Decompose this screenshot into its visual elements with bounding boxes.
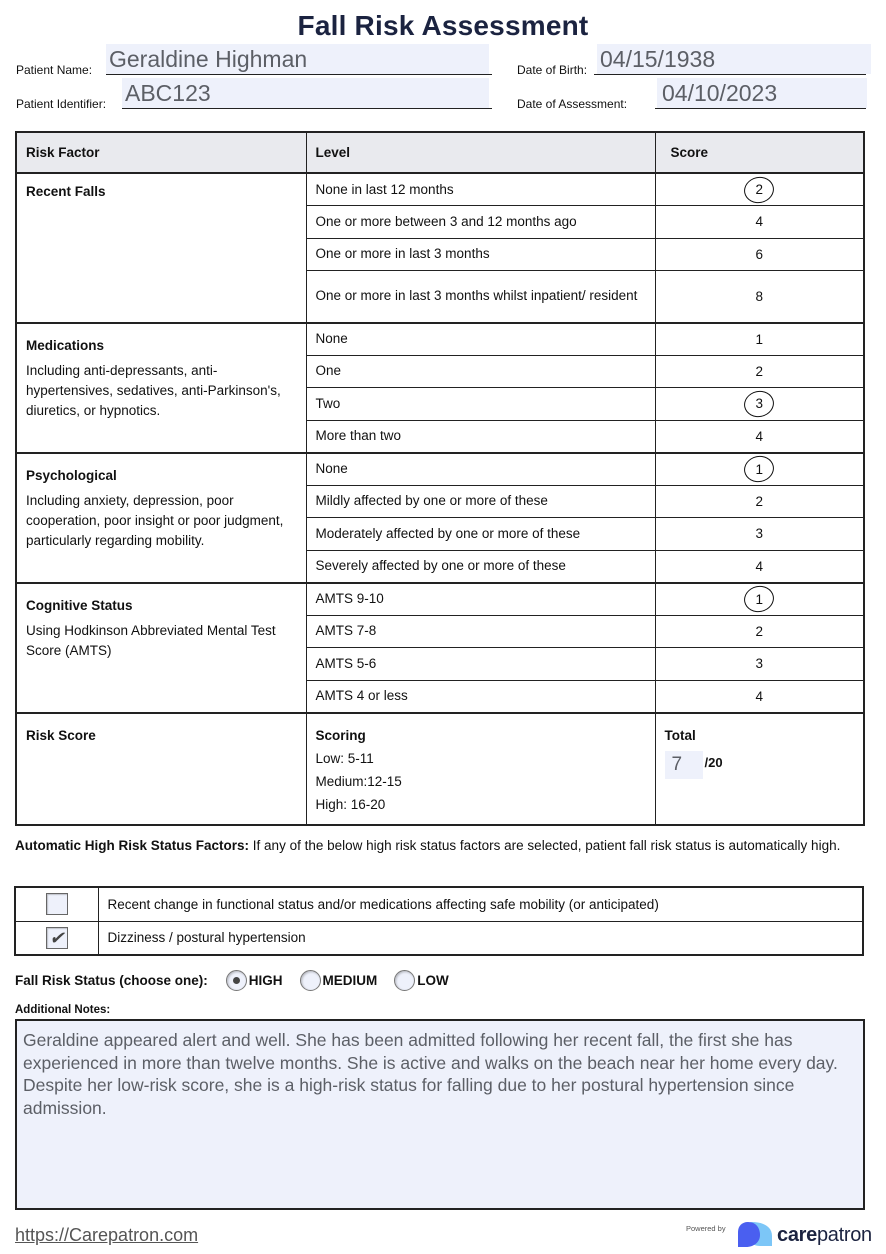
auto-high-risk-text: If any of the below high risk status factors are selected, patient fall risk status is automatically high.	[249, 838, 841, 853]
score-cell[interactable]	[655, 173, 864, 206]
radio-label: HIGH	[248, 972, 283, 988]
table-row	[16, 323, 864, 356]
level-cell: More than two	[306, 420, 655, 453]
level-cell: AMTS 4 or less	[306, 680, 655, 713]
doa-label: Date of Assessment:	[517, 97, 628, 111]
score-cell[interactable]	[655, 453, 864, 486]
auto-high-risk-table	[14, 886, 864, 956]
risk-factor-table	[15, 131, 865, 826]
level-cell: One or more in last 3 months whilst inpatient/ resident	[306, 271, 655, 323]
scoring-low: Low: 5-11	[315, 750, 374, 766]
selected-circle-mark	[742, 388, 777, 420]
score-cell[interactable]: 2	[655, 485, 864, 518]
patient-name-underline	[106, 74, 492, 75]
patient-name-field[interactable]: Geraldine Highman	[106, 44, 489, 74]
risk-score-row	[16, 713, 864, 825]
fall-risk-status-group	[15, 966, 466, 994]
score-cell[interactable]: 2	[655, 355, 864, 388]
patient-identifier-label: Patient Identifier:	[16, 97, 107, 111]
header-score: Score	[655, 132, 864, 173]
brand-bold: care	[777, 1224, 817, 1246]
score-cell[interactable]: 3	[655, 648, 864, 681]
scoring-medium: Medium:12-15	[315, 773, 402, 789]
brand-rest: patron	[816, 1224, 872, 1246]
total-cell	[655, 713, 864, 825]
patient-name-label: Patient Name:	[16, 63, 93, 77]
risk-score-label: Risk Score	[26, 727, 96, 743]
level-cell: Mildly affected by one or more of these	[306, 485, 655, 518]
dob-label: Date of Birth:	[517, 63, 588, 77]
level-cell: One	[306, 355, 655, 388]
carepatron-brand	[777, 1224, 872, 1247]
radio-selected-icon[interactable]	[226, 970, 247, 991]
score-value: 2	[755, 182, 763, 197]
table-row	[16, 583, 864, 616]
factor-name: Medications	[26, 337, 105, 353]
score-cell[interactable]	[655, 388, 864, 421]
score-cell[interactable]	[655, 583, 864, 616]
scoring-title: Scoring	[315, 727, 366, 743]
level-cell: None	[306, 323, 655, 356]
table-header-row	[16, 132, 864, 173]
doa-underline	[655, 108, 866, 109]
level-cell: Moderately affected by one or more of these	[306, 518, 655, 551]
dob-underline	[594, 74, 866, 75]
auto-risk-label: Recent change in functional status and/or medications affecting safe mobility (or anticipated)	[98, 887, 863, 921]
patient-identifier-underline	[122, 108, 492, 109]
factor-cognitive-status	[16, 583, 306, 713]
level-cell: Severely affected by one or more of these	[306, 550, 655, 583]
risk-score-label-cell	[16, 713, 306, 825]
selected-circle-mark	[742, 453, 777, 485]
table-row	[16, 453, 864, 486]
factor-description: Including anxiety, depression, poor cooperation, poor insight or poor judgment, particularly regarding mobility.	[26, 492, 284, 548]
level-cell: One or more between 3 and 12 months ago	[306, 206, 655, 239]
scoring-cell	[306, 713, 655, 825]
auto-high-risk-intro	[15, 836, 865, 856]
header-risk-factor: Risk Factor	[16, 132, 306, 173]
factor-description: Including anti-depressants, anti-hypertensives, sedatives, anti-Parkinson's, diuretics, or hypnotics.	[26, 362, 281, 418]
additional-notes-textarea[interactable]: Geraldine appeared alert and well. She has been admitted following her recent fall, the first she has experienced in more than twelve months. She is active and walks on the beach near her home every day. Despite her low-risk score, she is a high-risk status for falling due to her postural hypertension since admission.	[15, 1019, 865, 1210]
auto-risk-item	[15, 887, 863, 921]
score-cell[interactable]: 4	[655, 550, 864, 583]
score-cell[interactable]: 4	[655, 206, 864, 239]
total-max: /20	[704, 755, 723, 770]
carepatron-link[interactable]: https://Carepatron.com	[15, 1225, 199, 1245]
scoring-high: High: 16-20	[315, 796, 386, 812]
radio-unselected-icon[interactable]	[394, 970, 415, 991]
dob-field[interactable]: 04/15/1938	[597, 44, 871, 74]
radio-high[interactable]	[226, 970, 283, 991]
total-label: Total	[664, 727, 696, 743]
fall-risk-status-label: Fall Risk Status (choose one):	[15, 972, 208, 988]
checkbox-cell	[15, 921, 98, 955]
level-cell: None	[306, 453, 655, 486]
factor-name: Cognitive Status	[26, 597, 133, 613]
score-cell[interactable]: 3	[655, 518, 864, 551]
score-value: 3	[755, 396, 763, 412]
header-level: Level	[306, 132, 655, 173]
table-row	[16, 173, 864, 206]
score-cell[interactable]: 2	[655, 615, 864, 648]
doa-field[interactable]: 04/10/2023	[657, 78, 867, 108]
score-cell[interactable]: 4	[655, 680, 864, 713]
factor-name: Recent Falls	[26, 184, 106, 199]
score-value: 1	[755, 461, 763, 477]
selected-circle-mark	[742, 583, 777, 615]
radio-label: LOW	[417, 972, 449, 988]
level-cell: None in last 12 months	[306, 173, 655, 206]
factor-medications	[16, 323, 306, 453]
score-cell[interactable]: 4	[655, 420, 864, 453]
level-cell: AMTS 7-8	[306, 615, 655, 648]
carepatron-logo-icon	[736, 1220, 776, 1248]
level-cell: Two	[306, 388, 655, 421]
factor-description: Using Hodkinson Abbreviated Mental Test Score (AMTS)	[26, 622, 276, 658]
total-score-field[interactable]: 7	[665, 751, 703, 779]
checkbox-cell	[15, 887, 98, 921]
score-cell[interactable]: 8	[655, 271, 864, 323]
auto-risk-item	[15, 921, 863, 955]
additional-notes-label: Additional Notes:	[15, 1004, 111, 1016]
radio-unselected-icon[interactable]	[300, 970, 321, 991]
level-cell: AMTS 9-10	[306, 583, 655, 616]
score-value: 1	[755, 591, 763, 607]
auto-high-risk-heading: Automatic High Risk Status Factors:	[15, 838, 250, 853]
level-cell: One or more in last 3 months	[306, 238, 655, 271]
recent-change-checkbox[interactable]	[46, 893, 68, 915]
patient-identifier-field[interactable]: ABC123	[122, 78, 489, 108]
selected-circle-mark	[742, 174, 777, 206]
factor-recent-falls	[16, 173, 306, 323]
dizziness-checkbox[interactable]: ✔	[46, 927, 68, 949]
factor-name: Psychological	[26, 467, 117, 483]
auto-risk-label: Dizziness / postural hypertension	[98, 921, 863, 955]
score-cell[interactable]: 6	[655, 238, 864, 271]
radio-medium[interactable]	[300, 970, 378, 991]
radio-low[interactable]	[394, 970, 449, 991]
factor-psychological	[16, 453, 306, 583]
level-cell: AMTS 5-6	[306, 648, 655, 681]
score-cell[interactable]: 1	[655, 323, 864, 356]
radio-label: MEDIUM	[322, 972, 378, 988]
powered-by-label: Powered by	[686, 1224, 726, 1233]
page-title: Fall Risk Assessment	[297, 10, 589, 41]
